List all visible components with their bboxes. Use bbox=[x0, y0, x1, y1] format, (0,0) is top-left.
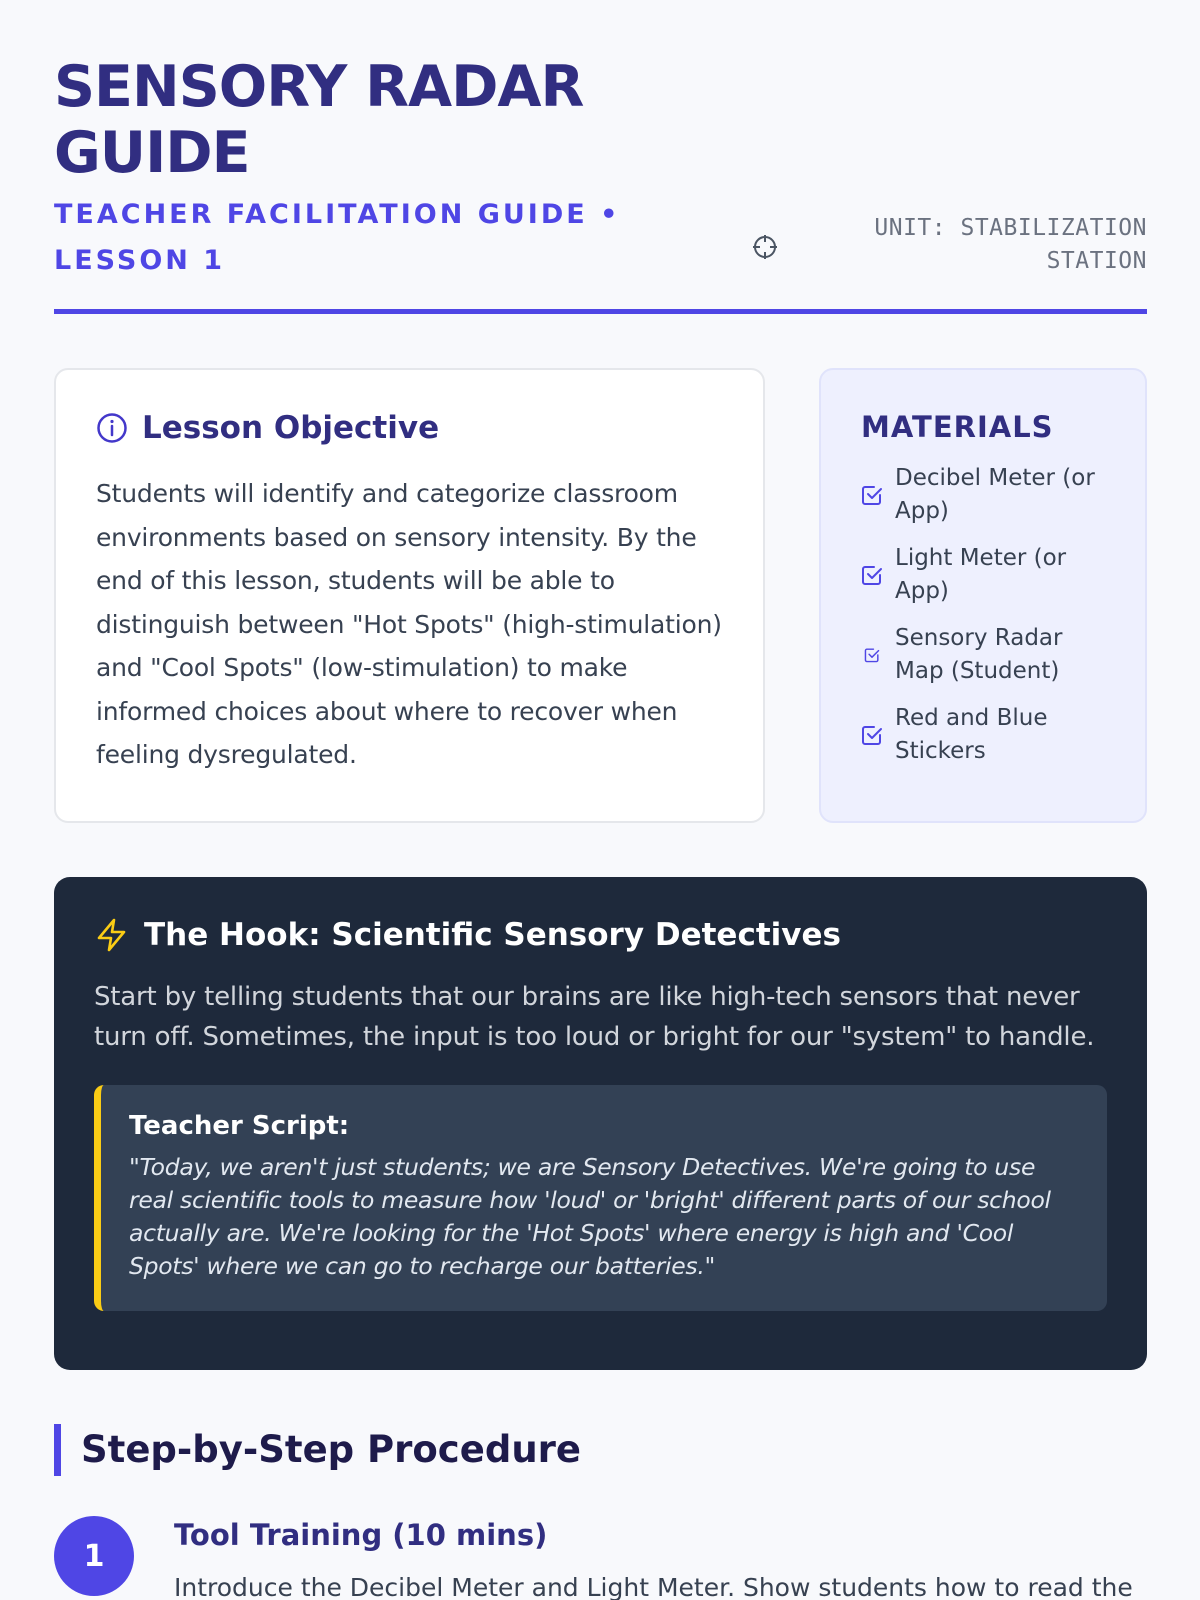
procedure-heading: Step-by-Step Procedure bbox=[54, 1424, 581, 1476]
info-icon bbox=[96, 412, 128, 444]
lesson-objective-card bbox=[54, 368, 765, 823]
lightning-icon bbox=[94, 917, 130, 953]
materials-heading: MATERIALS bbox=[861, 410, 1054, 444]
material-label: Decibel Meter (or App) bbox=[895, 465, 1095, 524]
objective-heading: Lesson Objective bbox=[142, 410, 440, 446]
lesson-guide-page bbox=[54, 0, 1147, 1600]
page-title: SENSORY RADAR GUIDE bbox=[54, 54, 584, 186]
teacher-script-text: "Today, we aren't just students; we are Sensory Detectives. We're going to use real scientific tools to measure how 'loud' or 'bright' different parts of our school actually are. We're looking for the 'Hot Spots' where energy is high and 'Cool Spots' where we can go to recharge our batteries." bbox=[129, 1153, 1051, 1280]
material-item bbox=[861, 702, 1105, 768]
crosshair-icon bbox=[752, 234, 778, 260]
hook-card bbox=[54, 877, 1147, 1370]
material-item bbox=[861, 542, 1105, 608]
page-subtitle: TEACHER FACILITATION GUIDE • LESSON 1 bbox=[54, 199, 621, 276]
objective-text: Students will identify and categorize classroom environments based on sensory intensity. By the end of this lesson, students will be able to distinguish between "Hot Spots" (high-stimulation) and "Cool Spots" (low-stimulation) to make informed choices about where to recover when feeling dysregulated. bbox=[96, 479, 722, 769]
page-header bbox=[54, 0, 1147, 314]
checkbox-icon bbox=[861, 484, 883, 506]
materials-card bbox=[819, 368, 1147, 823]
step-title: Tool Training (10 mins) bbox=[174, 1518, 548, 1552]
checkbox-icon bbox=[864, 647, 880, 663]
objective-heading-row bbox=[96, 410, 723, 446]
step-text: Introduce the Decibel Meter and Light Meter. Show students how to read the bbox=[174, 1573, 1133, 1600]
material-label: Light Meter (or App) bbox=[895, 545, 1067, 604]
hook-text: Start by telling students that our brains are like high-tech sensors that never turn off. Sometimes, the input is too loud or bright for our "system" to handle. bbox=[94, 982, 1095, 1052]
checkbox-icon bbox=[861, 564, 883, 586]
checkbox-icon bbox=[861, 724, 883, 746]
hook-heading-row bbox=[94, 917, 1107, 953]
material-label: Red and Blue Stickers bbox=[895, 705, 1048, 764]
material-item bbox=[861, 622, 1105, 688]
material-item bbox=[861, 462, 1105, 528]
material-label: Sensory Radar Map (Student) bbox=[895, 625, 1063, 684]
step-number-badge: 1 bbox=[54, 1516, 134, 1596]
hook-heading: The Hook: Scientific Sensory Detectives bbox=[144, 917, 841, 953]
materials-list bbox=[861, 462, 1105, 768]
unit-label: UNIT: STABILIZATION STATION bbox=[874, 215, 1147, 274]
teacher-script-box bbox=[94, 1085, 1107, 1311]
teacher-script-label: Teacher Script: bbox=[129, 1111, 350, 1141]
